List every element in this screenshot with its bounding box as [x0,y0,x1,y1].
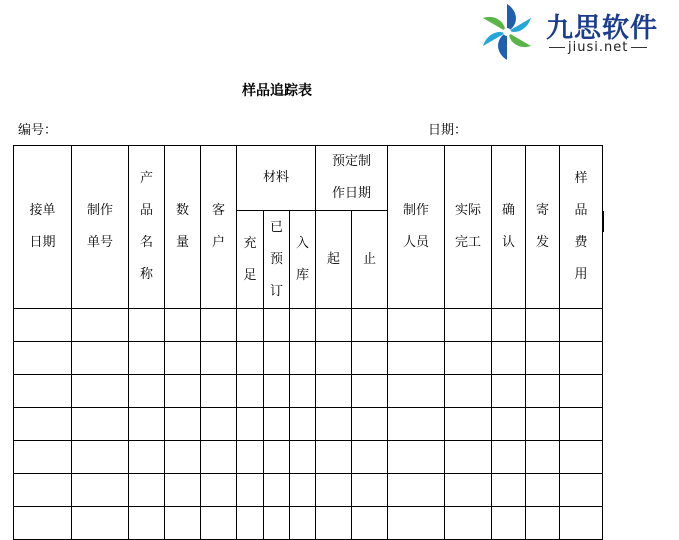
table-cell[interactable] [14,309,72,342]
table-cell[interactable] [388,342,445,375]
table-cell[interactable] [316,375,352,408]
table-cell[interactable] [237,342,264,375]
table-cell[interactable] [526,441,560,474]
table-cell[interactable] [264,507,290,540]
sample-tracking-table [13,145,603,540]
table-cell[interactable] [14,375,72,408]
table-cell[interactable] [129,441,165,474]
table-cell[interactable] [290,309,316,342]
table-cell[interactable] [316,441,352,474]
table-cell[interactable] [165,507,201,540]
table-cell[interactable] [352,474,388,507]
table-cell[interactable] [445,342,492,375]
table-cell[interactable] [492,375,526,408]
table-cell[interactable] [316,408,352,441]
table-cell[interactable] [526,507,560,540]
table-cell[interactable] [388,375,445,408]
header-material-sufficient: 充 足 [237,211,264,309]
header-planned-end: 止 [352,211,388,309]
table-cell[interactable] [290,375,316,408]
table-cell[interactable] [165,408,201,441]
table-cell[interactable] [72,441,129,474]
table-cell[interactable] [526,309,560,342]
table-cell[interactable] [165,309,201,342]
table-cell[interactable] [316,474,352,507]
table-cell[interactable] [237,441,264,474]
header-planned-date: 预定制 作日期 [316,146,388,211]
table-cell[interactable] [290,408,316,441]
table-cell[interactable] [165,474,201,507]
table-cell[interactable] [560,408,603,441]
header-order-no: 制作 单号 [72,146,129,309]
table-cell[interactable] [14,474,72,507]
table-cell[interactable] [165,441,201,474]
header-receive-date: 接单 日期 [14,146,72,309]
table-cell[interactable] [201,408,237,441]
table-cell[interactable] [290,507,316,540]
table-cell[interactable] [165,342,201,375]
header-material-ordered: 已 预 订 [264,211,290,309]
table-cell[interactable] [72,342,129,375]
table-cell[interactable] [445,375,492,408]
table-cell[interactable] [290,441,316,474]
table-cell[interactable] [237,375,264,408]
table-body [14,309,603,540]
table-cell[interactable] [352,507,388,540]
table-cell[interactable] [316,507,352,540]
table-cell[interactable] [201,375,237,408]
table-cell[interactable] [492,342,526,375]
header-customer: 客 户 [201,146,237,309]
table-row [14,342,603,375]
table-cell[interactable] [352,309,388,342]
table-cell[interactable] [560,507,603,540]
header-send: 寄 发 [526,146,560,309]
table-cell[interactable] [264,342,290,375]
header-confirm: 确 认 [492,146,526,309]
logo [472,0,677,64]
logo-name: 九思软件 [546,13,658,44]
table-cell[interactable] [445,474,492,507]
table-cell[interactable] [264,474,290,507]
table-cell[interactable] [264,408,290,441]
header-actual-done: 实际 完工 [445,146,492,309]
header-material: 材料 [237,146,316,211]
table-cell[interactable] [264,441,290,474]
table-cell[interactable] [388,408,445,441]
header-quantity: 数 量 [165,146,201,309]
table-cell[interactable] [201,441,237,474]
header-sample-cost: 样 品 费 用 [560,146,603,309]
table-cell[interactable] [129,408,165,441]
header-maker: 制作 人员 [388,146,445,309]
table-row [14,309,603,342]
table-cell[interactable] [352,375,388,408]
header-product-name: 产 品 名 称 [129,146,165,309]
table-cell[interactable] [201,474,237,507]
table-cell[interactable] [14,408,72,441]
table-cell[interactable] [129,474,165,507]
table-cell[interactable] [352,441,388,474]
table-cell[interactable] [388,474,445,507]
table-row [14,375,603,408]
table-cell[interactable] [492,441,526,474]
table-cell[interactable] [72,507,129,540]
table-cell[interactable] [129,309,165,342]
table-cell[interactable] [201,309,237,342]
table-cell[interactable] [290,474,316,507]
table-cell[interactable] [14,507,72,540]
table-cell[interactable] [445,408,492,441]
table-cell[interactable] [237,507,264,540]
date-label: 日期： [428,123,468,138]
table-cell[interactable] [560,441,603,474]
table-cell[interactable] [14,441,72,474]
table-cell[interactable] [445,309,492,342]
page-title: 样品追踪表 [242,83,312,99]
table-cell[interactable] [388,507,445,540]
table-cell[interactable] [237,408,264,441]
table-cell[interactable] [526,375,560,408]
text-cursor [603,211,604,232]
table-row [14,474,603,507]
table-cell[interactable] [560,309,603,342]
table-cell[interactable] [14,342,72,375]
table-cell[interactable] [526,342,560,375]
table-cell[interactable] [129,375,165,408]
table-cell[interactable] [237,474,264,507]
table-row [14,507,603,540]
table-cell[interactable] [264,375,290,408]
table-cell[interactable] [388,309,445,342]
table-cell[interactable] [129,507,165,540]
table-row [14,441,603,474]
table-cell[interactable] [560,342,603,375]
table-cell[interactable] [165,375,201,408]
pinwheel-logo-icon [474,0,540,62]
table-cell[interactable] [290,342,316,375]
logo-url: jiusi.net [546,40,650,55]
table-cell[interactable] [316,309,352,342]
table-cell[interactable] [352,408,388,441]
table-cell[interactable] [129,342,165,375]
table-cell[interactable] [492,474,526,507]
table-cell[interactable] [445,507,492,540]
table-cell[interactable] [72,375,129,408]
table-cell[interactable] [492,408,526,441]
number-label: 编号： [18,123,58,138]
table-cell[interactable] [445,441,492,474]
header-planned-start: 起 [316,211,352,309]
table-cell[interactable] [201,342,237,375]
table-cell[interactable] [264,309,290,342]
table-cell[interactable] [560,474,603,507]
table-row [14,408,603,441]
table-cell[interactable] [388,441,445,474]
table-cell[interactable] [492,309,526,342]
table-cell[interactable] [237,309,264,342]
table-cell[interactable] [526,408,560,441]
table-cell[interactable] [560,375,603,408]
table-cell[interactable] [72,408,129,441]
table-cell[interactable] [72,309,129,342]
table-cell[interactable] [526,474,560,507]
table-cell[interactable] [352,342,388,375]
table-cell[interactable] [316,342,352,375]
table-cell[interactable] [201,507,237,540]
header-material-stocked: 入 库 [290,211,316,309]
table-cell[interactable] [492,507,526,540]
table-cell[interactable] [72,474,129,507]
